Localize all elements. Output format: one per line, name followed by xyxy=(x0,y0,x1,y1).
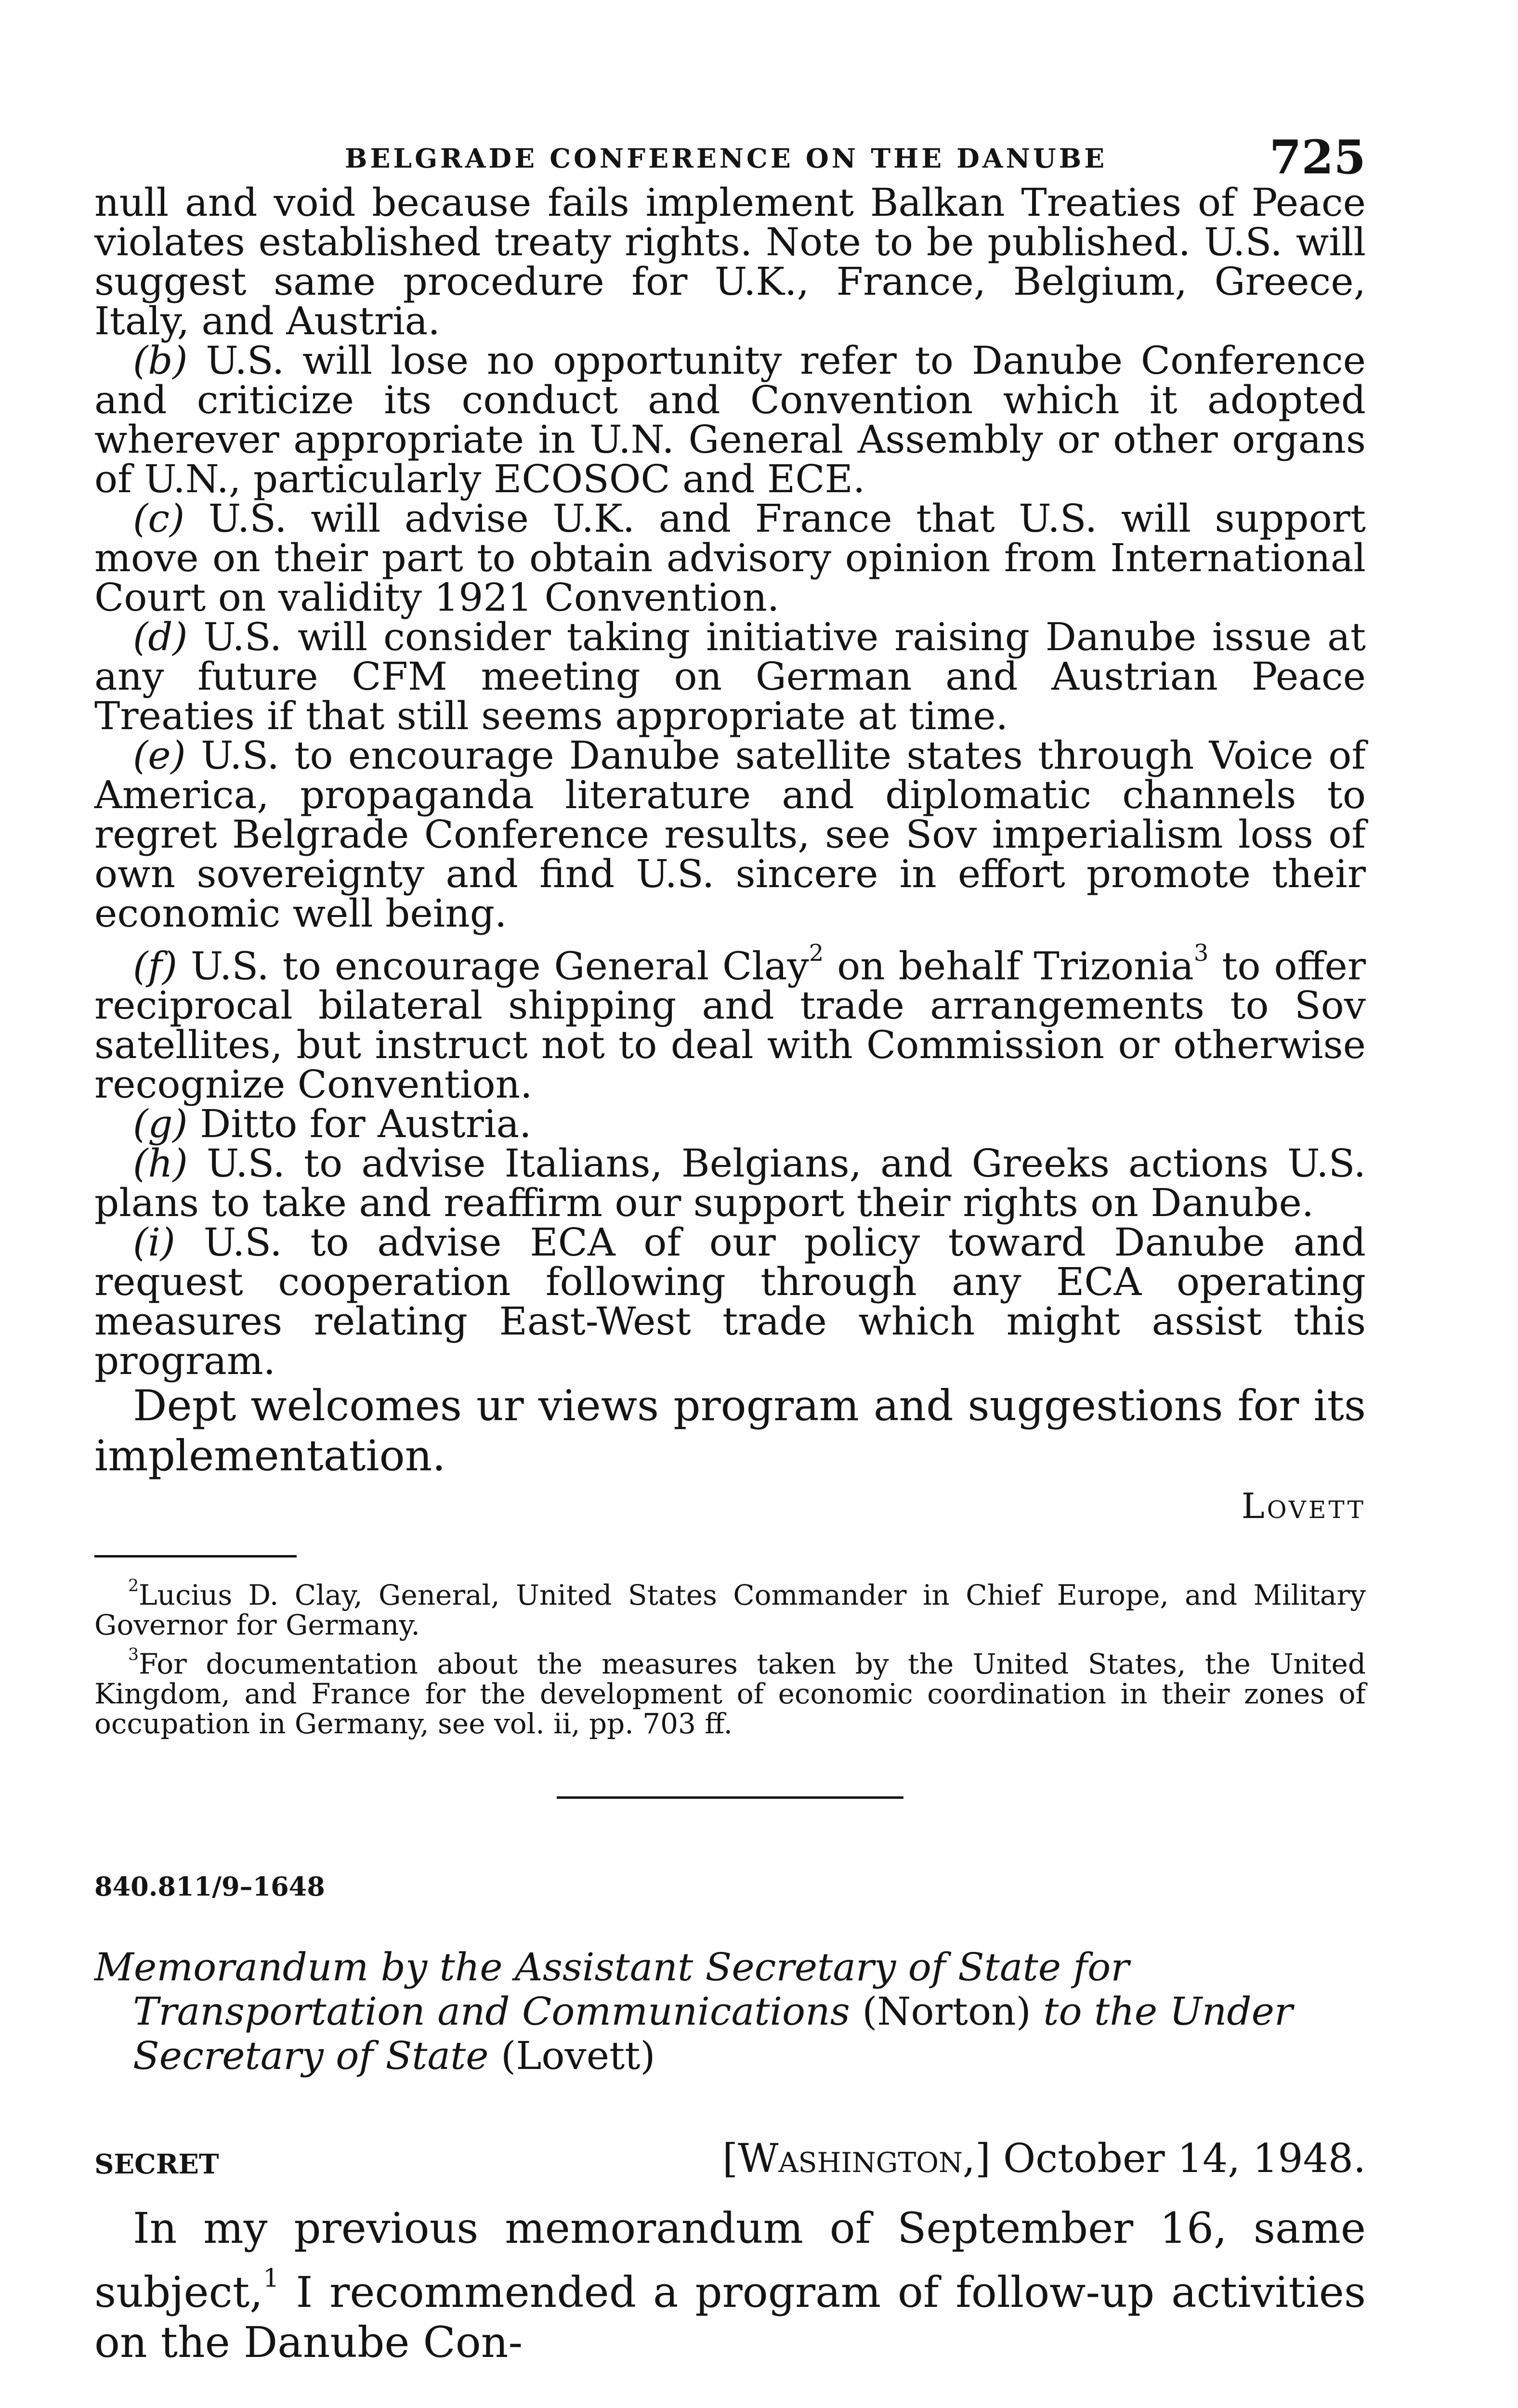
paragraph-continuation: null and void because fails implement Balkan Treaties of Peace violates established treaty rights. Note to be published. U.S. will suggest same procedure for U.K., France, Belgium, Greece, Italy, and Austria. xyxy=(94,180,1366,343)
classification-label: SECRET xyxy=(94,2148,219,2181)
footnote-ref-2: 2 xyxy=(809,940,824,967)
classification-row xyxy=(94,2136,1366,2194)
footnote-divider xyxy=(94,1555,297,1557)
footnote-3: $^3$For documentation about the measures taken by the United States, the United Kingdom, and France for the development of economic coordination in their zones of occupation in Germany, see vol. ii, pp. 703 ff. xyxy=(94,1645,1366,1741)
footnotes-top xyxy=(94,1571,1366,1739)
paragraph-f: (f) U.S. to encourage General Clay$^2$ on behalf Trizonia$^3$ to offer reciprocal bilateral shipping and trade arrangements to Sov satellites, but instruct not to deal with Commission or otherwise recognize Convention. xyxy=(94,940,1366,1107)
running-title: BELGRADE CONFERENCE ON THE DANUBE xyxy=(345,143,1108,174)
running-header xyxy=(94,130,1366,183)
footnote-ref-1: 1 xyxy=(263,2264,279,2293)
footnote-2: $^2$Lucius D. Clay, General, United States Commander in Chief Europe, and Military Governor for Germany. xyxy=(94,1576,1366,1642)
paragraph-e: (e) U.S. to encourage Danube satellite states through Voice of America, propaganda literature and diplomatic channels to regret Belgrade Conference results, see Sov imperialism loss of own sovereignty and find U.S. sincere in effort promote their economic well being. xyxy=(94,733,1366,936)
paragraph-b: (b) U.S. will lose no opportunity refer to Danube Conference and criticize its conduct and Convention which it adopted wherever appropriate in U.N. General Assembly or other organs of U.N., particularly ECOSOC and ECE. xyxy=(94,338,1366,501)
paragraph-h: (h) U.S. to advise Italians, Belgians, and Greeks actions U.S. plans to take and reaffirm our support their rights on Danube. xyxy=(94,1141,1366,1226)
memo-paragraph: In my previous memorandum of September 16, same subject,$^1$ I recommended a program of follow-up activities on the Danube Con- xyxy=(94,2203,1366,2368)
paragraph-g: (g) Ditto for Austria. xyxy=(133,1101,532,1147)
paragraph-c: (c) U.S. will advise U.K. and France that U.S. will support move on their part to obtain advisory opinion from International Court on validity 1921 Convention. xyxy=(94,496,1366,620)
memo-body xyxy=(94,2203,1366,2368)
signature: Lovett xyxy=(1241,1486,1366,1527)
dateline: [Washington,] October 14, 1948. xyxy=(722,2136,1366,2182)
telegram-body xyxy=(94,180,1366,1481)
page-number: 725 xyxy=(1269,130,1366,184)
document-page xyxy=(94,130,1366,2408)
document-title: Memorandum by the Assistant Secretary of State for Transportation and Communications (Norton) to the Under Secretary of State (Lovett) xyxy=(94,1945,1293,2079)
footnote-ref-3: 3 xyxy=(1193,940,1209,967)
closing-paragraph: Dept welcomes ur views program and suggestions for its implementation. xyxy=(94,1381,1366,1481)
section-divider xyxy=(557,1796,903,1799)
paragraph-i: (i) U.S. to advise ECA of our policy toward Danube and request cooperation following through any ECA operating measures relating East-West trade which might assist this program. xyxy=(94,1220,1366,1384)
paragraph-d: (d) U.S. will consider taking initiative raising Danube issue at any future CFM meeting on German and Austrian Peace Treaties if that still seems appropriate at time. xyxy=(94,615,1366,738)
file-number: 840.811/9–1648 xyxy=(94,1871,325,1902)
